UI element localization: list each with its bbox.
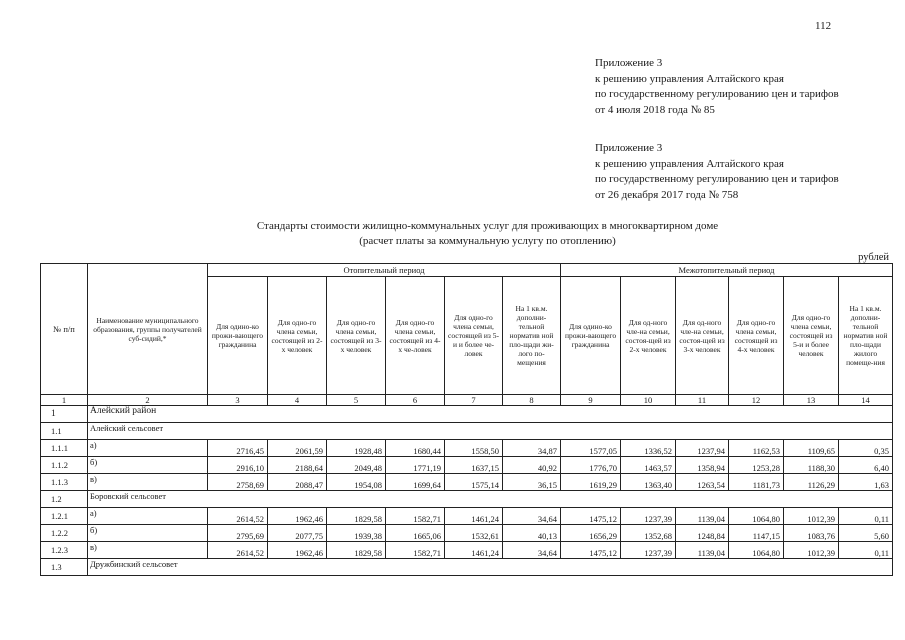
value-cell: 1181,73 — [729, 474, 784, 491]
column-number: 5 — [327, 395, 386, 406]
value-cell: 1532,61 — [445, 525, 503, 542]
value-cell: 1126,29 — [784, 474, 839, 491]
header-interheating-col: Для одно-го члена семьи, состоящей из 5-и и более человек — [784, 277, 839, 395]
row-label: в) — [88, 542, 208, 559]
value-cell: 2049,48 — [327, 457, 386, 474]
header-interheating-col: Для одино-ко прожи-вающего гражданина — [561, 277, 621, 395]
council-name: Дружбинский сельсовет — [88, 559, 893, 576]
district-row — [41, 406, 893, 423]
value-cell: 1139,04 — [676, 542, 729, 559]
value-cell: 1637,15 — [445, 457, 503, 474]
row-code: 1.1.2 — [41, 457, 88, 474]
value-cell: 1699,64 — [386, 474, 445, 491]
row-label: а) — [88, 440, 208, 457]
value-cell: 1665,06 — [386, 525, 445, 542]
row-label: а) — [88, 508, 208, 525]
value-cell: 1656,29 — [561, 525, 621, 542]
column-number: 3 — [208, 395, 268, 406]
value-cell: 1461,24 — [445, 542, 503, 559]
value-cell: 1582,71 — [386, 542, 445, 559]
row-code: 1.1.3 — [41, 474, 88, 491]
table-body — [41, 406, 893, 576]
appendix-line: Приложение 3 — [595, 57, 663, 69]
column-number: 12 — [729, 395, 784, 406]
row-label: б) — [88, 457, 208, 474]
appendix-line: по государственному регулированию цен и тарифов — [595, 173, 839, 185]
column-number: 2 — [88, 395, 208, 406]
value-cell: 1463,57 — [621, 457, 676, 474]
value-cell: 1012,39 — [784, 542, 839, 559]
column-number: 7 — [445, 395, 503, 406]
header-heating-col: Для одино-ко прожи-вающего гражданина — [208, 277, 268, 395]
column-number: 14 — [839, 395, 893, 406]
value-cell: 1475,12 — [561, 508, 621, 525]
table-row — [41, 440, 893, 457]
value-cell: 2077,75 — [268, 525, 327, 542]
value-cell: 1461,24 — [445, 508, 503, 525]
value-cell: 1582,71 — [386, 508, 445, 525]
value-cell: 40,13 — [503, 525, 561, 542]
value-cell: 1558,50 — [445, 440, 503, 457]
column-number: 6 — [386, 395, 445, 406]
value-cell: 1064,80 — [729, 542, 784, 559]
row-code: 1.2.2 — [41, 525, 88, 542]
district-name: Алейский район — [88, 406, 893, 423]
value-cell: 1829,58 — [327, 542, 386, 559]
page-number: 112 — [815, 20, 832, 32]
value-cell: 1829,58 — [327, 508, 386, 525]
header-heating-period: Отопительный период — [208, 264, 561, 277]
council-name: Боровский сельсовет — [88, 491, 893, 508]
appendix-line: от 26 декабря 2017 года № 758 — [595, 188, 739, 201]
value-cell: 2795,69 — [208, 525, 268, 542]
table-row — [41, 508, 893, 525]
value-cell: 1962,46 — [268, 508, 327, 525]
value-cell: 1139,04 — [676, 508, 729, 525]
value-cell: 1,63 — [839, 474, 893, 491]
appendix-original-block — [595, 141, 839, 203]
column-number: 9 — [561, 395, 621, 406]
table-row — [41, 525, 893, 542]
column-number: 1 — [41, 395, 88, 406]
header-heating-col: Для одно-го члена семьи, состоящей из 2-х человек — [268, 277, 327, 395]
value-cell: 0,11 — [839, 508, 893, 525]
value-cell: 0,35 — [839, 440, 893, 457]
appendix-line: Приложение 3 — [595, 142, 663, 154]
value-cell: 1939,38 — [327, 525, 386, 542]
council-code: 1.1 — [41, 423, 88, 440]
value-cell: 1352,68 — [621, 525, 676, 542]
value-cell: 34,64 — [503, 542, 561, 559]
value-cell: 36,15 — [503, 474, 561, 491]
value-cell: 1237,39 — [621, 542, 676, 559]
value-cell: 2614,52 — [208, 542, 268, 559]
district-code: 1 — [41, 406, 88, 423]
value-cell: 1577,05 — [561, 440, 621, 457]
value-cell: 1083,76 — [784, 525, 839, 542]
header-interheating-col: Для одно-го члена семьи, состоящей из 4-х человек — [729, 277, 784, 395]
appendix-line: от 4 июля 2018 года № 85 — [595, 103, 715, 116]
row-code: 1.2.3 — [41, 542, 88, 559]
row-code: 1.2.1 — [41, 508, 88, 525]
council-code: 1.2 — [41, 491, 88, 508]
title-line-1: Стандарты стоимости жилищно-коммунальных услуг для проживающих в многоквартирном доме — [256, 220, 719, 232]
value-cell: 1680,44 — [386, 440, 445, 457]
header-interheating-col: Для од-ного чле-на семьи, состоя-щей из 2-х человек — [621, 277, 676, 395]
column-number: 4 — [268, 395, 327, 406]
value-cell: 2061,59 — [268, 440, 327, 457]
header-heating-col: Для одно-го члена семьи, состоящей из 4-х че-ловек — [386, 277, 445, 395]
value-cell: 34,87 — [503, 440, 561, 457]
value-cell: 1162,53 — [729, 440, 784, 457]
value-cell: 1962,46 — [268, 542, 327, 559]
value-cell: 1954,08 — [327, 474, 386, 491]
appendix-line: к решению управления Алтайского края — [595, 157, 784, 170]
value-cell: 1109,65 — [784, 440, 839, 457]
appendix-line: по государственному регулированию цен и тарифов — [595, 88, 839, 100]
header-heating-col: Для одно-го члена семьи, состоящей из 3-х человек — [327, 277, 386, 395]
column-number: 8 — [503, 395, 561, 406]
value-cell: 2916,10 — [208, 457, 268, 474]
value-cell: 1575,14 — [445, 474, 503, 491]
document-title — [0, 219, 905, 249]
header-heating-col: Для одно-го члена семьи, состоящей из 5-и и более че-ловек — [445, 277, 503, 395]
column-number: 10 — [621, 395, 676, 406]
column-number: 13 — [784, 395, 839, 406]
value-cell: 1253,28 — [729, 457, 784, 474]
value-cell: 1336,52 — [621, 440, 676, 457]
value-cell: 1012,39 — [784, 508, 839, 525]
council-row — [41, 559, 893, 576]
row-label: в) — [88, 474, 208, 491]
value-cell: 2614,52 — [208, 508, 268, 525]
value-cell: 2758,69 — [208, 474, 268, 491]
header-interheating-period: Межотопительный период — [561, 264, 893, 277]
value-cell: 1248,84 — [676, 525, 729, 542]
column-number: 11 — [676, 395, 729, 406]
value-cell: 2716,45 — [208, 440, 268, 457]
tariff-table — [40, 263, 893, 576]
value-cell: 1188,30 — [784, 457, 839, 474]
value-cell: 1237,94 — [676, 440, 729, 457]
council-code: 1.3 — [41, 559, 88, 576]
unit-label: рублей — [858, 252, 889, 263]
appendix-current-block — [595, 56, 839, 118]
row-code: 1.1.1 — [41, 440, 88, 457]
council-name: Алейский сельсовет — [88, 423, 893, 440]
value-cell: 34,64 — [503, 508, 561, 525]
value-cell: 2188,64 — [268, 457, 327, 474]
header-name: Наименование муниципального образования, группы получателей суб-сидий,* — [88, 264, 208, 395]
header-interheating-col: На 1 кв.м. дополни-тельной норматив ной пло-щади жилого помеще-ния — [839, 277, 893, 395]
value-cell: 40,92 — [503, 457, 561, 474]
value-cell: 1771,19 — [386, 457, 445, 474]
table-row — [41, 474, 893, 491]
value-cell: 1147,15 — [729, 525, 784, 542]
table-row — [41, 542, 893, 559]
value-cell: 1363,40 — [621, 474, 676, 491]
council-row — [41, 423, 893, 440]
value-cell: 1776,70 — [561, 457, 621, 474]
title-line-2: (расчет платы за коммунальную услугу по отоплению) — [359, 235, 616, 247]
value-cell: 2088,47 — [268, 474, 327, 491]
value-cell: 1475,12 — [561, 542, 621, 559]
appendix-line: к решению управления Алтайского края — [595, 72, 784, 85]
header-interheating-col: Для од-ного чле-на семьи, состоя-щей из 3-х человек — [676, 277, 729, 395]
council-row — [41, 491, 893, 508]
value-cell: 1263,54 — [676, 474, 729, 491]
header-num: № п/п — [41, 264, 88, 395]
value-cell: 1064,80 — [729, 508, 784, 525]
value-cell: 5,60 — [839, 525, 893, 542]
column-number-row — [41, 395, 893, 406]
value-cell: 1237,39 — [621, 508, 676, 525]
value-cell: 0,11 — [839, 542, 893, 559]
value-cell: 6,40 — [839, 457, 893, 474]
value-cell: 1928,48 — [327, 440, 386, 457]
value-cell: 1619,29 — [561, 474, 621, 491]
value-cell: 1358,94 — [676, 457, 729, 474]
row-label: б) — [88, 525, 208, 542]
table-row — [41, 457, 893, 474]
header-heating-col: На 1 кв.м. дополни-тельной норматив ной пло-щади жи-лого по-мещения — [503, 277, 561, 395]
